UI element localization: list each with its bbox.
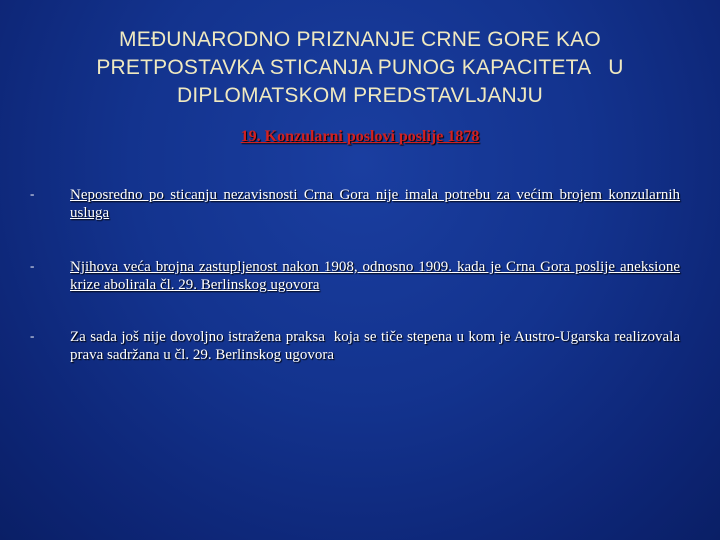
bullet-text: Neposredno po sticanju nezavisnosti Crna Gora nije imala potrebu za većim brojem konzularnih usluga bbox=[70, 187, 680, 221]
bullet-marker: - bbox=[30, 186, 35, 201]
bullet-marker: - bbox=[30, 258, 35, 273]
section-subtitle: 19. Konzularni poslovi poslije 1878 bbox=[240, 128, 480, 145]
title-line-2: PRETPOSTAVKA STICANJA PUNOG KAPACITETA U bbox=[96, 56, 624, 79]
bullet-item-3 bbox=[30, 328, 684, 364]
bullet-item-1 bbox=[30, 186, 680, 222]
bullet-list bbox=[30, 186, 684, 364]
bullet-item-2 bbox=[30, 258, 680, 294]
title-line-3: DIPLOMATSKOM PREDSTAVLJANJU bbox=[177, 84, 543, 107]
bullet-marker: - bbox=[30, 328, 35, 343]
title-line-1: MEĐUNARODNO PRIZNANJE CRNE GORE KAO bbox=[119, 28, 601, 51]
bullet-text: Za sada još nije dovoljno istražena praksa koja se tiče stepena u kom je Austro-Ugarska realizovala prava sadržana u čl. 29. Berlinskog ugovora bbox=[70, 329, 684, 363]
bullet-text: Njihova veća brojna zastupljenost nakon 1908, odnosno 1909. kada je Crna Gora poslije aneksione krize abolirala čl. 29. Berlinskog ugovora bbox=[70, 259, 680, 293]
slide-title bbox=[40, 26, 680, 110]
